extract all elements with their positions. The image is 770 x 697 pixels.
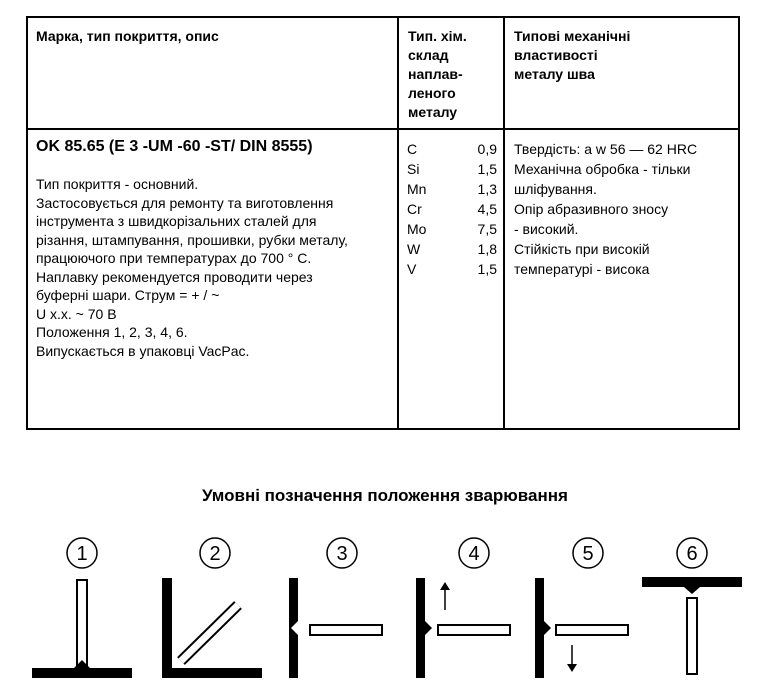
chem-row-si: Si 1,5 <box>407 161 497 177</box>
property-line: Твердість: a w 56 — 62 HRC <box>514 141 698 157</box>
welding-positions <box>0 530 770 697</box>
chem-row-c: C 0,9 <box>407 141 497 157</box>
description-line: U x.x. ~ 70 В <box>36 305 117 322</box>
description-line: інструмента з швидкорізальних сталей для <box>36 213 317 229</box>
position-1-number: 1 <box>76 543 88 565</box>
property-line: Механічна обробка - тільки <box>514 161 691 177</box>
position-4-number: 4 <box>468 543 480 565</box>
position-6-icon <box>642 538 742 674</box>
header-divider <box>28 128 738 130</box>
position-6-number: 6 <box>686 543 698 565</box>
property-line: Опір абразивного зносу <box>514 201 669 217</box>
position-5-number: 5 <box>582 543 594 565</box>
description-line: Положення 1, 2, 3, 4, 6. <box>36 324 188 340</box>
property-line: температурі - висока <box>514 261 650 277</box>
description-line: Випускається в упаковці VacPac. <box>36 342 250 359</box>
position-5-icon <box>535 538 628 678</box>
description-line: буферні шари. Струм = + / ~ <box>36 287 220 303</box>
column-divider-1 <box>397 18 399 428</box>
property-line: - високий. <box>514 221 579 237</box>
chem-row-v: V 1,5 <box>407 261 497 277</box>
properties-cell <box>514 139 736 279</box>
chem-row-cr: Cr 4,5 <box>407 201 497 217</box>
position-2-number: 2 <box>209 543 221 565</box>
header-designation: Марка, тип покриття, опис <box>36 28 219 44</box>
chem-row-mo: Mo 7,5 <box>407 221 497 237</box>
electrode-spec-table <box>26 16 740 430</box>
property-line: Стійкість при високій <box>514 241 650 257</box>
description-line: Тип покриття - основний. <box>36 176 199 192</box>
header-properties: Типові механічні властивості металу шва <box>514 28 631 82</box>
positions-caption: Умовні позначення положення зварювання <box>202 486 568 505</box>
description-line: працюючого при температурах до 700 ° С. <box>36 250 312 266</box>
product-name: OK 85.65 (E 3 -UM -60 -ST/ DIN 8555) <box>36 138 313 155</box>
description-cell <box>36 137 391 360</box>
description-line: різання, штампування, прошивки, рубки металу, <box>36 231 348 248</box>
chemistry-cell <box>407 139 497 279</box>
description-line: Наплавку рекомендуется проводити через <box>36 268 313 285</box>
position-3-icon <box>289 538 382 678</box>
chem-row-w: W 1,8 <box>407 241 497 257</box>
position-3-number: 3 <box>336 543 348 565</box>
position-2-icon <box>162 538 262 678</box>
column-divider-2 <box>503 18 505 428</box>
property-line: шліфування. <box>514 181 597 197</box>
description-line: Застосовується для ремонту та виготовлення <box>36 194 334 211</box>
chem-row-mn: Mn 1,3 <box>407 181 497 197</box>
position-4-icon <box>416 538 510 678</box>
header-chemistry: Тип. хім. склад наплав- леного металу <box>408 28 467 120</box>
position-1-icon <box>32 538 132 678</box>
welding-positions-svg <box>0 530 770 697</box>
